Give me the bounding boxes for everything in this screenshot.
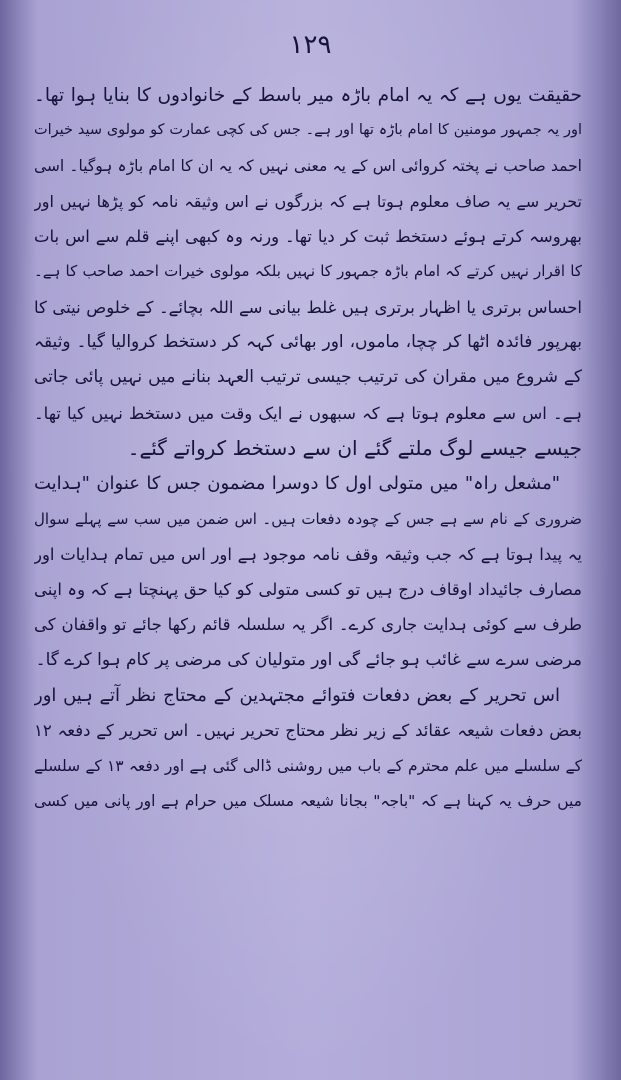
- text-line-15: مصارف جائیداد اوقاف درج ہیں تو کسی متولی کو کیا حق پہنچتا ہے کہ وہ اپنی: [34, 580, 582, 600]
- text-line-16: طرف سے کوئی ہدایت جاری کرے۔ اگر یہ سلسلہ قائم رکھا جائے تو واقفان کی: [34, 615, 582, 635]
- text-line-4: تحریر سے یہ صاف معلوم ہوتا ہے کہ بزرگوں نے اس وثیقہ نامہ کو پڑھا نہیں اور: [34, 191, 582, 211]
- text-line-1: حقیقت یوں ہے کہ یہ امام باڑہ میر باسط کے خانوادوں کا بنایا ہوا تھا۔: [34, 85, 582, 106]
- text-line-20: کے سلسلے میں علم محترم کے باب میں روشنی ڈالی گئی ہے اور دفعہ ۱۳ کے سلسلے: [34, 756, 582, 775]
- page-number: ۱۲۹: [289, 30, 332, 60]
- text-line-11: جیسے جیسے لوگ ملتے گئے ان سے دستخط کرواتے گئے۔: [127, 435, 582, 460]
- text-line-12: "مشعل راہ" میں متولی اول کا دوسرا مضمون جس کا عنوان "ہدایت: [34, 473, 560, 495]
- text-line-5: بھروسہ کرتے ہوئے دستخط ثبت کر دیا تھا۔ ورنہ وہ کبھی اپنے قلم سے اس بات: [34, 227, 582, 247]
- text-line-18: اس تحریر کے بعض دفعات فتوائے مجتہدین کے محتاج نظر آتے ہیں اور: [34, 685, 560, 707]
- text-line-21: میں حرف یہ کہنا ہے کہ "باجہ" بجانا شیعہ مسلک میں حرام ہے اور پانی میں کسی: [34, 791, 582, 810]
- text-line-14: یہ پیدا ہوتا ہے کہ جب وثیقہ وقف نامہ موجود ہے اور اس میں تمام ہدایات اور: [34, 544, 582, 564]
- text-line-9: کے شروع میں مقران کی ترتیب جیسی ترتیب العہد بنانے میں نہیں پائی جاتی: [34, 367, 582, 388]
- text-line-8: بھرپور فائدہ اٹھا کر چچا، ماموں، اور بھائی کہہ کر دستخط کروالیا گیا۔ وثیقہ: [34, 332, 582, 353]
- text-line-13: ضروری کے نام سے ہے جس کے چودہ دفعات ہیں۔ اس ضمن میں سب سے پہلے سوال: [34, 509, 582, 528]
- text-line-3: احمد صاحب نے پختہ کروائی اس کے یہ معنی نہیں کہ یہ ان کا امام باڑہ ہوگیا۔ اسی: [34, 156, 582, 175]
- text-line-2: اور یہ جمہور مومنین کا امام باڑہ تھا اور ہے۔ جس کی کچی عمارت کو مولوی سید خیرات: [34, 122, 582, 139]
- text-line-6: کا اقرار نہیں کرتے کہ امام باڑہ جمہور کا نہیں بلکہ مولوی خیرات احمد صاحب کا ہے۔: [34, 262, 582, 281]
- body-text: [34, 78, 582, 819]
- text-line-7: احساس برتری یا اظہار برتری ہیں غلط بیانی سے اللہ بچائے۔ کے خلوص نیتی کا: [34, 297, 582, 317]
- text-line-17: مرضی سرے سے غائب ہو جائے گی اور متولیان کی مرضی پر کام ہوا کرے گا۔: [35, 649, 582, 670]
- text-line-19: بعض دفعات شیعہ عقائد کے زیر نظر محتاج تحریر نہیں۔ اس تحریر کے دفعہ ۱۲: [34, 721, 582, 741]
- text-line-10: ہے۔ اس سے معلوم ہوتا ہے کہ سبھوں نے ایک وقت میں دستخط نہیں کیا تھا۔: [34, 403, 582, 423]
